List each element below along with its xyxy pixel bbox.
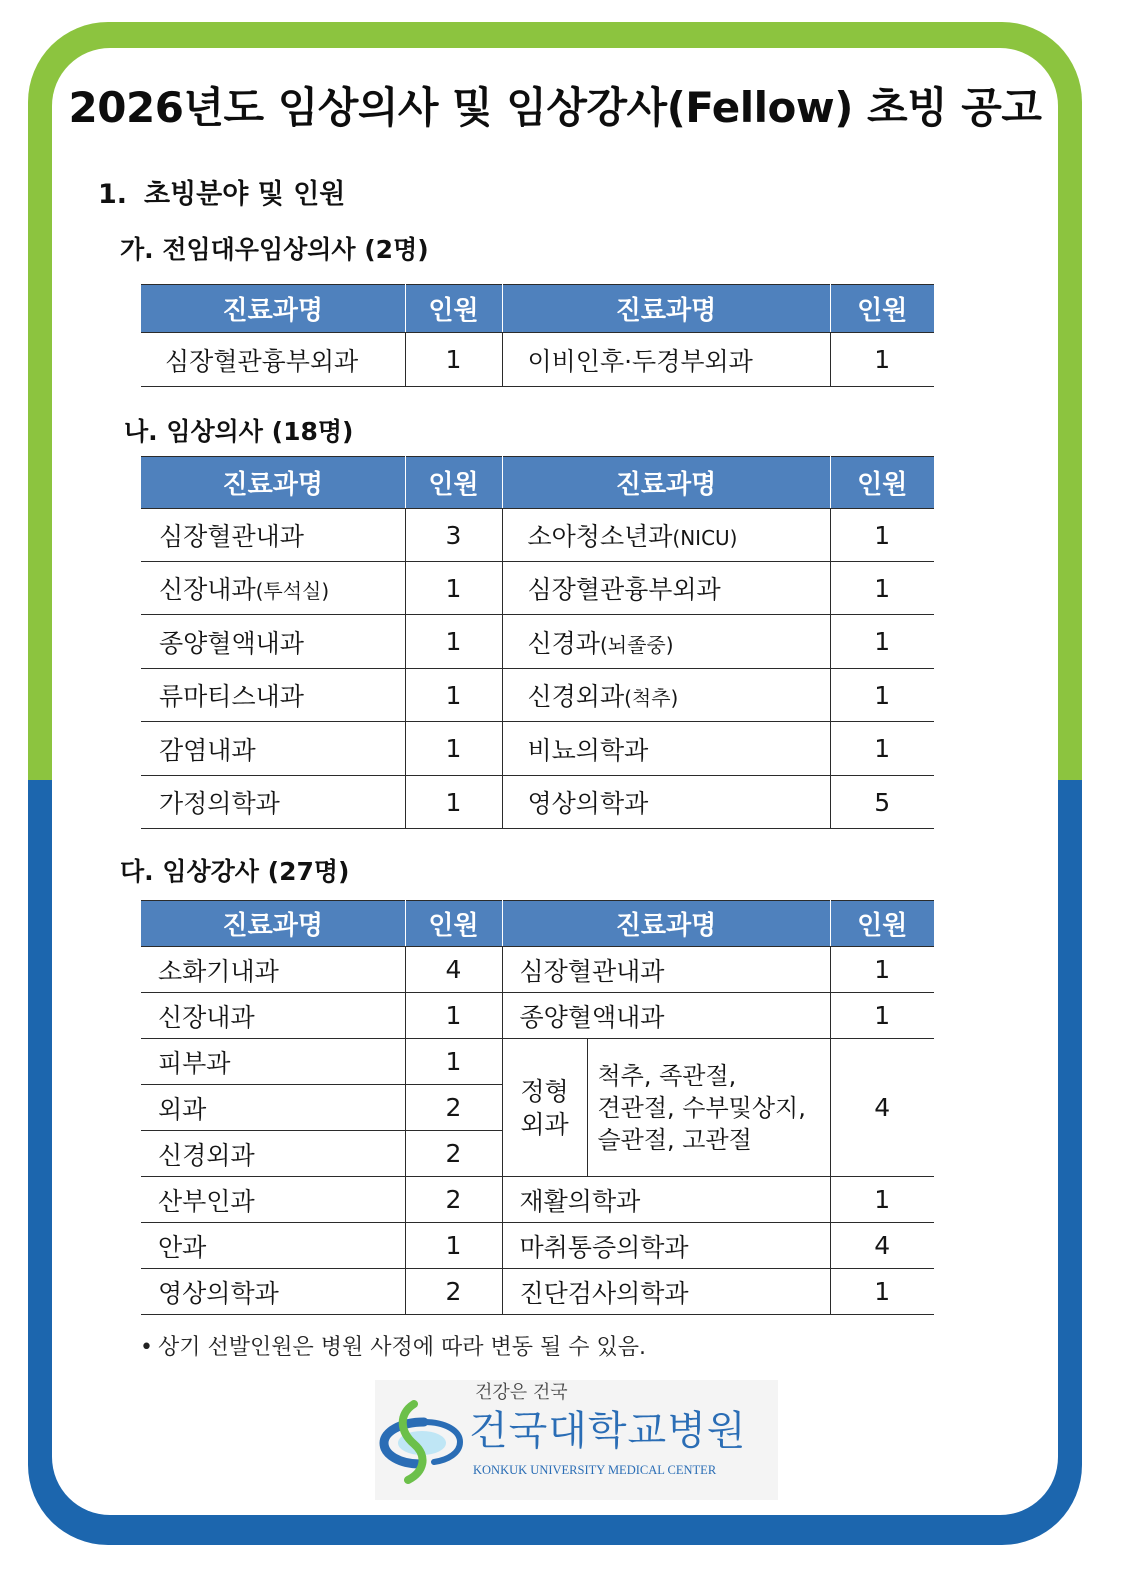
clinical-heading: 나. 임상의사 (18명): [124, 417, 354, 446]
header-count: 인원: [405, 457, 502, 509]
count-cell: 4: [830, 1039, 934, 1177]
count-cell: 1: [405, 722, 502, 776]
dept-cell: [502, 947, 830, 993]
table-row: [141, 509, 934, 562]
count-cell: 1: [830, 947, 934, 993]
page-title: 2026년도 임상의사 및 임상강사(Fellow) 초빙 공고: [68, 83, 1042, 132]
dept-cell: [141, 1223, 405, 1269]
dept-name: 소화기내과: [158, 956, 279, 986]
count-cell: 1: [830, 509, 934, 562]
header-dept: 진료과명: [141, 457, 405, 509]
table-row: [141, 669, 934, 722]
clinical-table: [141, 456, 934, 829]
dept-cell: [141, 1085, 405, 1131]
count-cell: 2: [405, 1269, 502, 1315]
dept-name: 신장내과: [158, 1002, 255, 1032]
header-dept: 진료과명: [502, 457, 830, 509]
count-cell: 2: [405, 1131, 502, 1177]
count-cell: 1: [830, 333, 934, 387]
table-row: [141, 722, 934, 776]
logo-tagline: 건강은 건국: [475, 1382, 568, 1403]
table-row: [141, 1177, 934, 1223]
dept-cell: [502, 562, 830, 615]
dept-cell: [141, 1177, 405, 1223]
count-cell: 1: [405, 993, 502, 1039]
dept-name: 안과: [158, 1232, 207, 1262]
fulltime-heading: 가. 전임대우임상의사 (2명): [120, 235, 429, 264]
count-cell: 1: [405, 1039, 502, 1085]
dept-name: 심장혈관흉부외과: [527, 575, 721, 604]
dept-name: 소아청소년과: [527, 522, 673, 551]
dept-name: 류마티스내과: [159, 682, 304, 711]
dept-name: 종양혈액내과: [519, 1002, 665, 1032]
dept-cell: [141, 1131, 405, 1177]
fellow-table: [141, 900, 934, 1315]
header-count: 인원: [830, 457, 934, 509]
table-row: [141, 333, 934, 387]
dept-name: 신경과: [527, 628, 600, 658]
dept-name: 영상의학과: [527, 789, 649, 818]
dept-name: 영상의학과: [158, 1278, 279, 1308]
dept-name: 산부인과: [158, 1186, 255, 1216]
dept-note: (NICU): [672, 526, 738, 550]
bullet-icon: •: [140, 1335, 153, 1360]
dept-cell: [141, 615, 405, 669]
section-heading: [98, 178, 345, 212]
dept-cell: [141, 776, 405, 829]
header-dept: 진료과명: [141, 901, 405, 947]
dept-name: 신장내과: [159, 575, 256, 604]
count-cell: 1: [830, 615, 934, 669]
dept-cell: [141, 993, 405, 1039]
dept-cell: [502, 615, 830, 669]
orthopedics-dept-name: 정형 외과: [520, 1076, 569, 1139]
section-label: 초빙분야 및 인원: [144, 179, 346, 210]
dept-cell: [502, 509, 830, 562]
dept-cell: [141, 1269, 405, 1315]
footnote: [140, 1335, 646, 1361]
table-row: [141, 993, 934, 1039]
orthopedics-dept-cell: [502, 1039, 587, 1177]
dept-cell: [502, 669, 830, 722]
dept-name-wrap: [503, 517, 830, 553]
dept-name-wrap: [503, 624, 830, 660]
dept-cell: [141, 722, 405, 776]
header-count: 인원: [405, 901, 502, 947]
dept-name: 심장혈관내과: [519, 956, 665, 986]
header-dept: 진료과명: [502, 285, 830, 333]
dept-note: (투석실): [255, 579, 330, 603]
table-row: [141, 1039, 934, 1085]
count-cell: 4: [830, 1223, 934, 1269]
header-dept: 진료과명: [502, 901, 830, 947]
count-cell: 1: [830, 669, 934, 722]
count-cell: 3: [405, 509, 502, 562]
dept-cell: [141, 509, 405, 562]
dept-name: 이비인후·두경부외과: [527, 346, 753, 376]
dept-name: 가정의학과: [159, 789, 280, 818]
table-header-row: [141, 285, 934, 333]
count-cell: 1: [405, 1223, 502, 1269]
section-number: 1.: [98, 179, 128, 210]
logo-english-name: KONKUK UNIVERSITY MEDICAL CENTER: [473, 1463, 717, 1477]
header-count: 인원: [830, 901, 934, 947]
dept-note: (척추): [624, 686, 679, 710]
hospital-logo: [375, 1380, 778, 1500]
hospital-emblem-icon: [378, 1398, 464, 1484]
dept-name-wrap: [141, 570, 405, 606]
count-cell: 4: [405, 947, 502, 993]
dept-cell: [141, 333, 405, 387]
dept-name-wrap: [503, 677, 830, 713]
count-cell: 2: [405, 1085, 502, 1131]
fulltime-table: [141, 284, 934, 387]
header-count: 인원: [830, 285, 934, 333]
dept-cell: [141, 947, 405, 993]
fellow-heading: 다. 임상강사 (27명): [120, 857, 350, 886]
count-cell: 2: [405, 1177, 502, 1223]
dept-name: 진단검사의학과: [519, 1278, 689, 1308]
dept-cell: [502, 1269, 830, 1315]
count-cell: 1: [830, 562, 934, 615]
dept-name: 심장혈관흉부외과: [165, 346, 359, 376]
table-row: [141, 1269, 934, 1315]
dept-name: 심장혈관내과: [159, 522, 304, 551]
table-row: [141, 947, 934, 993]
orthopedics-subspecialties: 척추, 족관절, 견관절, 수부및상지, 슬관절, 고관절: [597, 1061, 806, 1154]
footnote-text: 상기 선발인원은 병원 사정에 따라 변동 될 수 있음.: [158, 1335, 646, 1360]
dept-cell: [502, 1177, 830, 1223]
dept-name: 신경외과: [158, 1140, 255, 1170]
dept-name: 피부과: [158, 1048, 231, 1078]
header-dept: 진료과명: [141, 285, 405, 333]
table-row: [141, 615, 934, 669]
table-row: [141, 776, 934, 829]
dept-cell: [502, 776, 830, 829]
count-cell: 1: [405, 333, 502, 387]
dept-name: 비뇨의학과: [527, 735, 649, 765]
dept-cell: [141, 1039, 405, 1085]
dept-name: 재활의학과: [519, 1186, 641, 1216]
count-cell: 1: [830, 1269, 934, 1315]
dept-name: 신경외과: [527, 682, 625, 711]
count-cell: 5: [830, 776, 934, 829]
count-cell: 1: [405, 562, 502, 615]
dept-name: 감염내과: [159, 735, 256, 765]
count-cell: 1: [405, 669, 502, 722]
dept-name: 마취통증의학과: [519, 1232, 689, 1262]
orthopedics-subspecialty-cell: [587, 1039, 830, 1177]
dept-note: (뇌졸중): [599, 632, 674, 657]
count-cell: 1: [405, 776, 502, 829]
dept-name: 외과: [158, 1094, 207, 1124]
table-header-row: [141, 901, 934, 947]
count-cell: 1: [830, 1177, 934, 1223]
count-cell: 1: [830, 722, 934, 776]
dept-cell: [141, 562, 405, 615]
dept-cell: [502, 722, 830, 776]
dept-cell: [502, 993, 830, 1039]
count-cell: 1: [830, 993, 934, 1039]
table-row: [141, 1223, 934, 1269]
dept-cell: [502, 1223, 830, 1269]
dept-cell: [502, 333, 830, 387]
dept-cell: [141, 669, 405, 722]
count-cell: 1: [405, 615, 502, 669]
table-header-row: [141, 457, 934, 509]
dept-name: 종양혈액내과: [159, 628, 304, 658]
header-count: 인원: [405, 285, 502, 333]
logo-name: 건국대학교병원: [469, 1408, 747, 1454]
table-row: [141, 562, 934, 615]
